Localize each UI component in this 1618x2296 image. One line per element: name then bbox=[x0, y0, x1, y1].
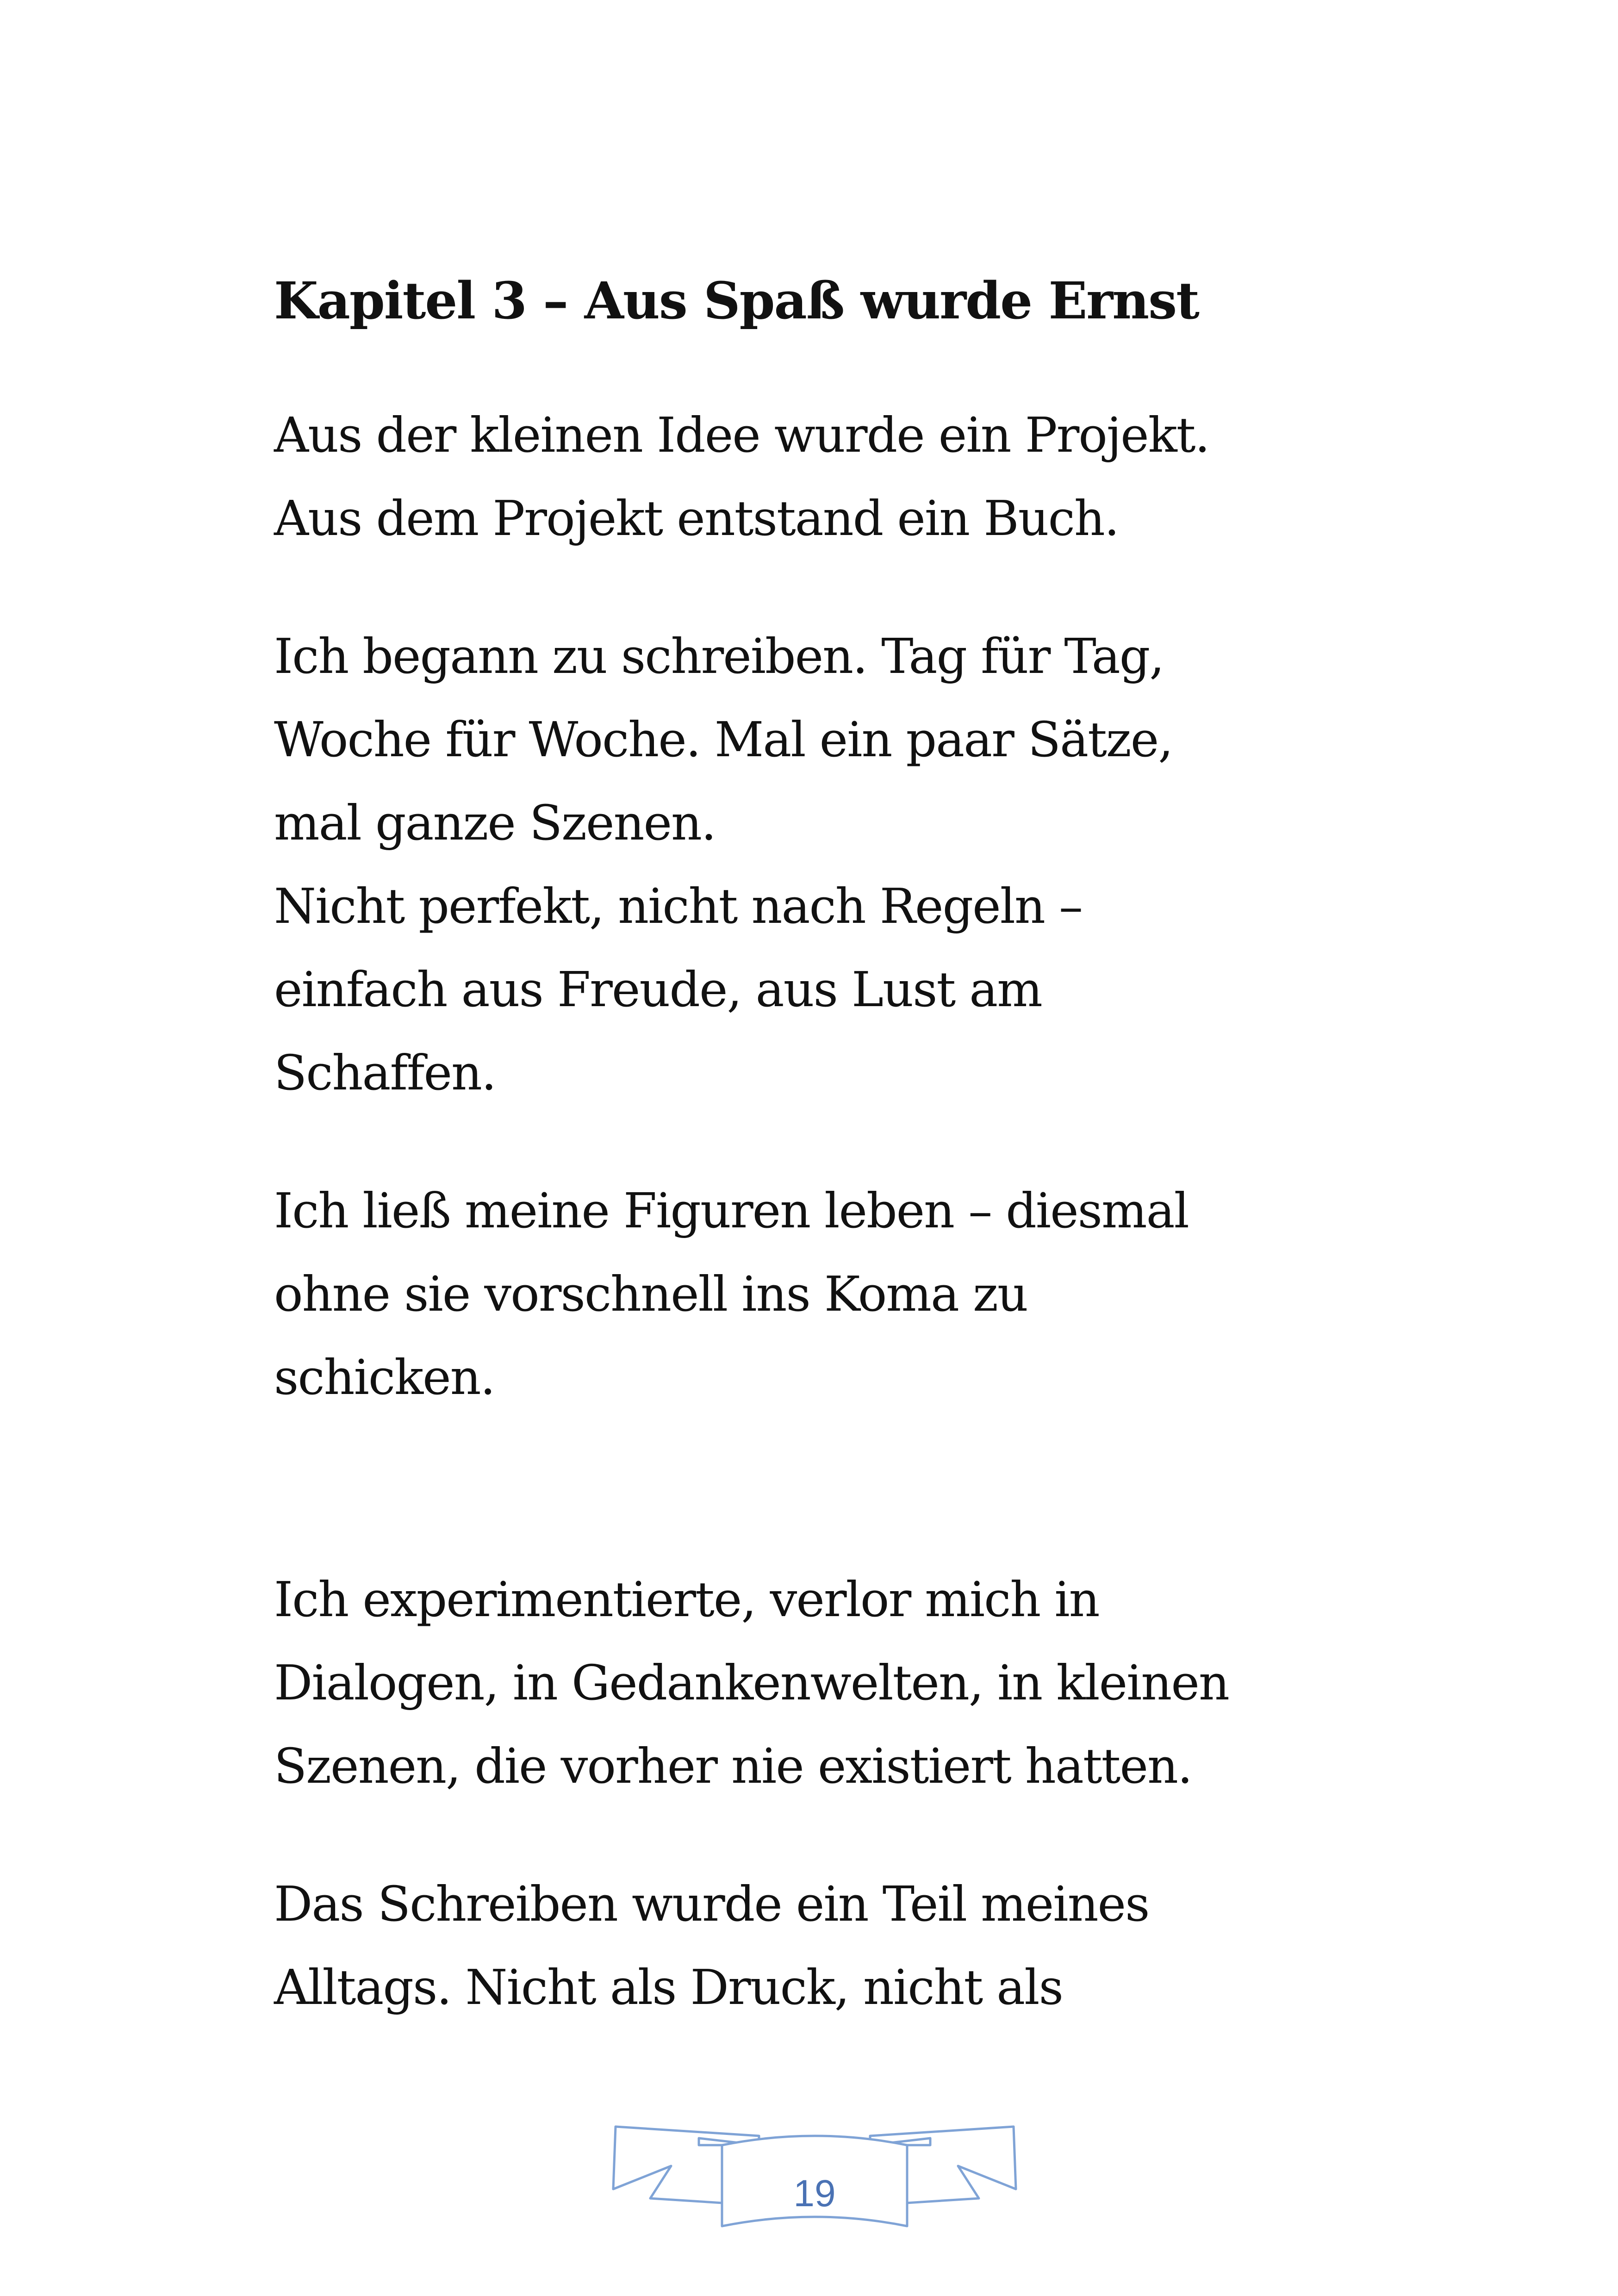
page-number: 19 bbox=[793, 2172, 836, 2215]
text-line: Aus dem Projekt entstand ein Buch. bbox=[274, 490, 1119, 547]
chapter-title: Kapitel 3 – Aus Spaß wurde Ernst bbox=[274, 271, 1199, 330]
text-line: ohne sie vorschnell ins Koma zu bbox=[274, 1266, 1027, 1322]
text-line: schicken. bbox=[274, 1349, 495, 1406]
paragraph-4 bbox=[274, 1558, 1385, 1808]
paragraph-3 bbox=[274, 1169, 1385, 1419]
text-line: Woche für Woche. Mal ein paar Sätze, bbox=[274, 711, 1173, 768]
text-line: Ich experimentierte, verlor mich in bbox=[274, 1571, 1099, 1628]
text-line: Ich ließ meine Figuren leben – diesmal bbox=[274, 1182, 1189, 1239]
text-line: Schaffen. bbox=[274, 1045, 496, 1101]
text-line: mal ganze Szenen. bbox=[274, 795, 716, 851]
paragraph-5 bbox=[274, 1862, 1385, 2029]
text-line: Ich begann zu schreiben. Tag für Tag, bbox=[274, 628, 1164, 684]
text-line: Aus der kleinen Idee wurde ein Projekt. bbox=[274, 407, 1209, 463]
paragraph-2 bbox=[274, 615, 1385, 1114]
text-line: Dialogen, in Gedankenwelten, in kleinen bbox=[274, 1655, 1229, 1711]
text-line: Szenen, die vorher nie existiert hatten. bbox=[274, 1738, 1192, 1794]
text-column bbox=[274, 259, 1385, 2029]
paragraph-1 bbox=[274, 393, 1385, 560]
text-line: Nicht perfekt, nicht nach Regeln – bbox=[274, 878, 1083, 934]
text-line: einfach aus Freude, aus Lust am bbox=[274, 961, 1042, 1018]
text-line: Das Schreiben wurde ein Teil meines bbox=[274, 1876, 1149, 1932]
text-line: Alltags. Nicht als Druck, nicht als bbox=[274, 1959, 1063, 2016]
